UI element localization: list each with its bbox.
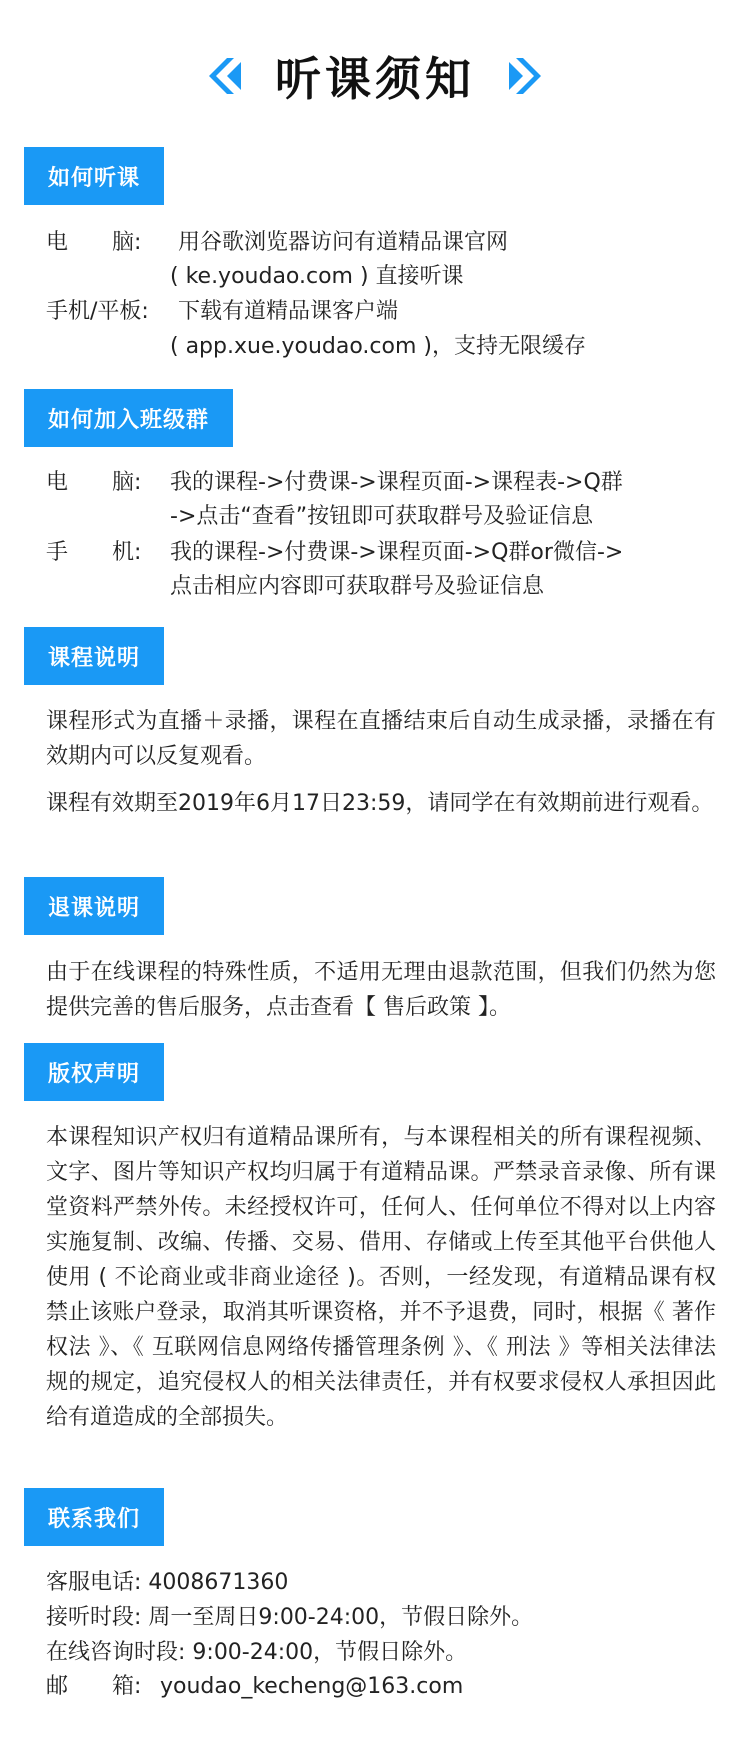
pc-instruction: 用谷歌浏览器访问有道精品课官网 <box>178 230 509 255</box>
mobile-url: ( app.xue.youdao.com )，支持无限缓存 <box>170 334 586 359</box>
pc-url: ( ke.youdao.com ) 直接听课 <box>170 264 464 289</box>
group-phone-steps: 我的课程->付费课->课程页面->Q群or微信-> <box>170 540 624 565</box>
pc-label: 电 脑: <box>46 230 142 255</box>
chevron-right-icon <box>497 56 543 96</box>
section-heading-join-group: 如何加入班级群 <box>24 389 233 447</box>
mobile-label: 手机/平板: <box>46 299 149 324</box>
chevron-left-icon <box>207 56 253 96</box>
section-heading-contact: 联系我们 <box>24 1488 164 1546</box>
contact-phone: 客服电话: 4008671360 <box>46 1570 289 1595</box>
course-validity-text: 课程有效期至2019年6月17日23:59，请同学在有效期前进行观看。 <box>46 791 714 816</box>
group-phone-label: 手 机: <box>46 540 142 565</box>
after-sales-policy-link[interactable]: 【 售后政策 】 <box>354 995 490 1020</box>
group-phone-steps-cont: 点击相应内容即可获取群号及验证信息 <box>170 574 545 599</box>
group-pc-steps: 我的课程->付费课->课程页面->课程表->Q群 <box>170 470 623 495</box>
group-pc-label: 电 脑: <box>46 470 142 495</box>
section-heading-course-info: 课程说明 <box>24 627 164 685</box>
title-row <box>0 40 750 112</box>
section-heading-copyright: 版权声明 <box>24 1043 164 1101</box>
refund-text-prefix: 由于在线课程的特殊性质，不适用无理由退款范围，但我们仍然为您提供完善的售后服务，点击查看 <box>46 960 716 1020</box>
section-heading-refund: 退课说明 <box>24 877 164 935</box>
mobile-instruction: 下载有道精品课客户端 <box>178 299 399 324</box>
contact-email-label: 邮 箱: <box>46 1674 142 1699</box>
refund-text <box>46 955 716 1025</box>
contact-email[interactable]: youdao_kecheng@163.com <box>160 1674 464 1699</box>
refund-text-suffix: 。 <box>489 995 512 1020</box>
page-title: 听课须知 <box>275 52 475 106</box>
contact-hours: 接听时段: 周一至周日9:00-24:00，节假日除外。 <box>46 1605 534 1630</box>
contact-online-hours: 在线咨询时段: 9:00-24:00，节假日除外。 <box>46 1640 468 1665</box>
section-heading-how-to-listen: 如何听课 <box>24 147 164 205</box>
course-format-text: 课程形式为直播＋录播，课程在直播结束后自动生成录播，录播在有效期内可以反复观看。 <box>46 709 716 769</box>
group-pc-steps-cont: ->点击“查看”按钮即可获取群号及验证信息 <box>170 504 594 529</box>
copyright-text: 本课程知识产权归有道精品课所有，与本课程相关的所有课程视频、文字、图片等知识产权均归属于有道精品课。严禁录音录像、所有课堂资料严禁外传。未经授权许可，任何人、任何单位不得对以上内容实施复制、改编、传播、交易、借用、存储或上传至其他平台供他人使用 ( 不论商业或非商业途径 )。否则，一经发现，有道精品课有权禁止该账户登录，取消其听课资格，并不予退费，同时，根据《 著作权法 》、《 互联网信息网络传播管理条例 》、《 刑法 》等相关法律法规的规定，追究侵权人的相关法律责任，并有权要求侵权人承担因此给有道造成的全部损失。 <box>46 1125 716 1430</box>
